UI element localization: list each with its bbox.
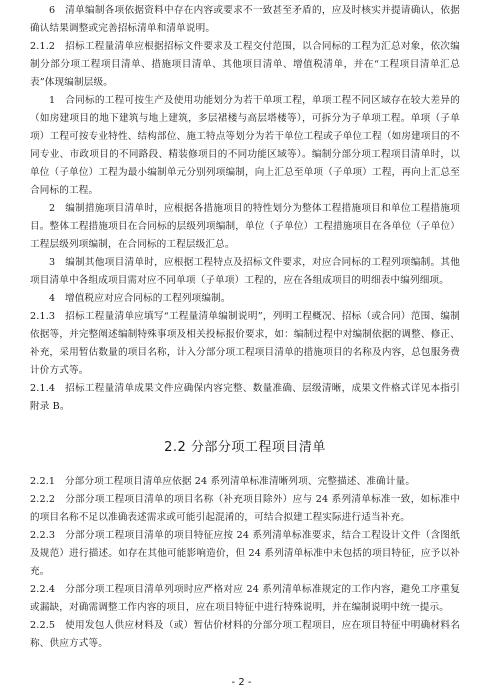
paragraph-item-2: 2 编制措施项目清单时，应根据各措施项目的特性划分为整体工程措施项目和单位工程措施项目。整体工程措施项目在合同标的层级列项编制，单位（子单位）工程措施项目在各单位（子单位）工程层级列项编制，在合同标的工程层级汇总。	[30, 203, 460, 250]
paragraph-2-1-2: 2.1.2 招标工程量清单应根据招标文件要求及工程交付范围，以合同标的工程为汇总对象，依次编制分部分项工程项目清单、措施项目清单、其他项目清单、增值税清单，并在“工程项目清单汇总表”体现编制层级。	[30, 41, 460, 88]
section-heading: 2.2 分部分项工程项目清单	[164, 440, 326, 455]
paragraph-item-4: 4 增值税应对应合同标的工程列项编制。	[49, 293, 231, 304]
paragraph-2-2-3: 2.2.3 分部分项工程项目清单的项目特征应按 24 系列清单标准要求，结合工程设计文件（含图纸及规范）进行描述。如存在其他可能影响造价，但 24 系列清单标准中未包括的项目特征，应予以补充。	[30, 530, 460, 577]
paragraph-2-2-5: 2.2.5 使用发包人供应材料及（或）暂估价材料的分部分项工程项目，应在项目特征中明确材料名称、供应方式等。	[30, 620, 460, 649]
page-number: - 2 -	[231, 677, 252, 688]
paragraph-item-6: 6 清单编制各项依据资料中存在内容或要求不一致甚至矛盾的，应及时核实并提请确认，依据确认结果调整或完善招标清单和清单说明。	[30, 5, 460, 34]
paragraph-2-2-4: 2.2.4 分部分项工程项目清单列项时应严格对应 24 系列清单标准规定的工作内容，避免工序重复或漏缺，对确需调整工作内容的项目，应在项目特征中进行特殊说明，并在编制说明中统一提示。	[30, 584, 460, 613]
paragraph-2-2-2: 2.2.2 分部分项工程项目清单的项目名称（补充项目除外）应与 24 系列清单标准一致，如标准中的项目名称不足以准确表述需求或可能引起混淆的，可结合拟建工程实际进行适当补充。	[30, 494, 460, 523]
paragraph-2-2-1: 2.2.1 分部分项工程项目清单应依据 24 系列清单标准清晰列项、完整描述、准确计量。	[30, 476, 416, 487]
document-body	[30, 2, 460, 653]
paragraph-item-3: 3 编制其他项目清单时，应根据工程特点及招标文件要求，对应合同标的工程列项编制。其他项目清单中各组成项目需对应不同单项（子单项）工程的，应在各组成项目的明细表中编列细项。	[30, 257, 460, 286]
paragraph-item-1: 1 合同标的工程可按生产及使用功能划分为若干单项工程，单项工程不同区域存在较大差异的（如房建项目的地下建筑与地上建筑，多层裙楼与高层塔楼等），可拆分为子单项工程。单项（子单项）工程可按专业特性、结构部位、施工特点等划分为若干单位工程或子单位工程（如房建项目的不同专业、市政项目的不同路段、精装修项目的不同功能区域等）。编制分部分项工程项目清单时，以单位（子单位）工程为最小编制单元分别列项编制，向上汇总至单项（子单项）工程，再向上汇总至合同标的工程。	[30, 95, 460, 196]
paragraph-2-1-4: 2.1.4 招标工程量清单成果文件应确保内容完整、数量准确、层级清晰，成果文件格式详见本指引附录 B。	[30, 383, 460, 412]
paragraph-2-1-3: 2.1.3 招标工程量清单应填写“工程量清单编制说明”，列明工程概况、招标（或合同）范围、编制依据等，并完整阐述编制特殊事项及相关投标报价要求，如：编制过程中对编制依据的调整、修正、补充，采用暂估数量的项目名称，计入分部分项工程项目清单的措施项目的名称及内容，总包服务费计价方式等。	[30, 311, 460, 376]
